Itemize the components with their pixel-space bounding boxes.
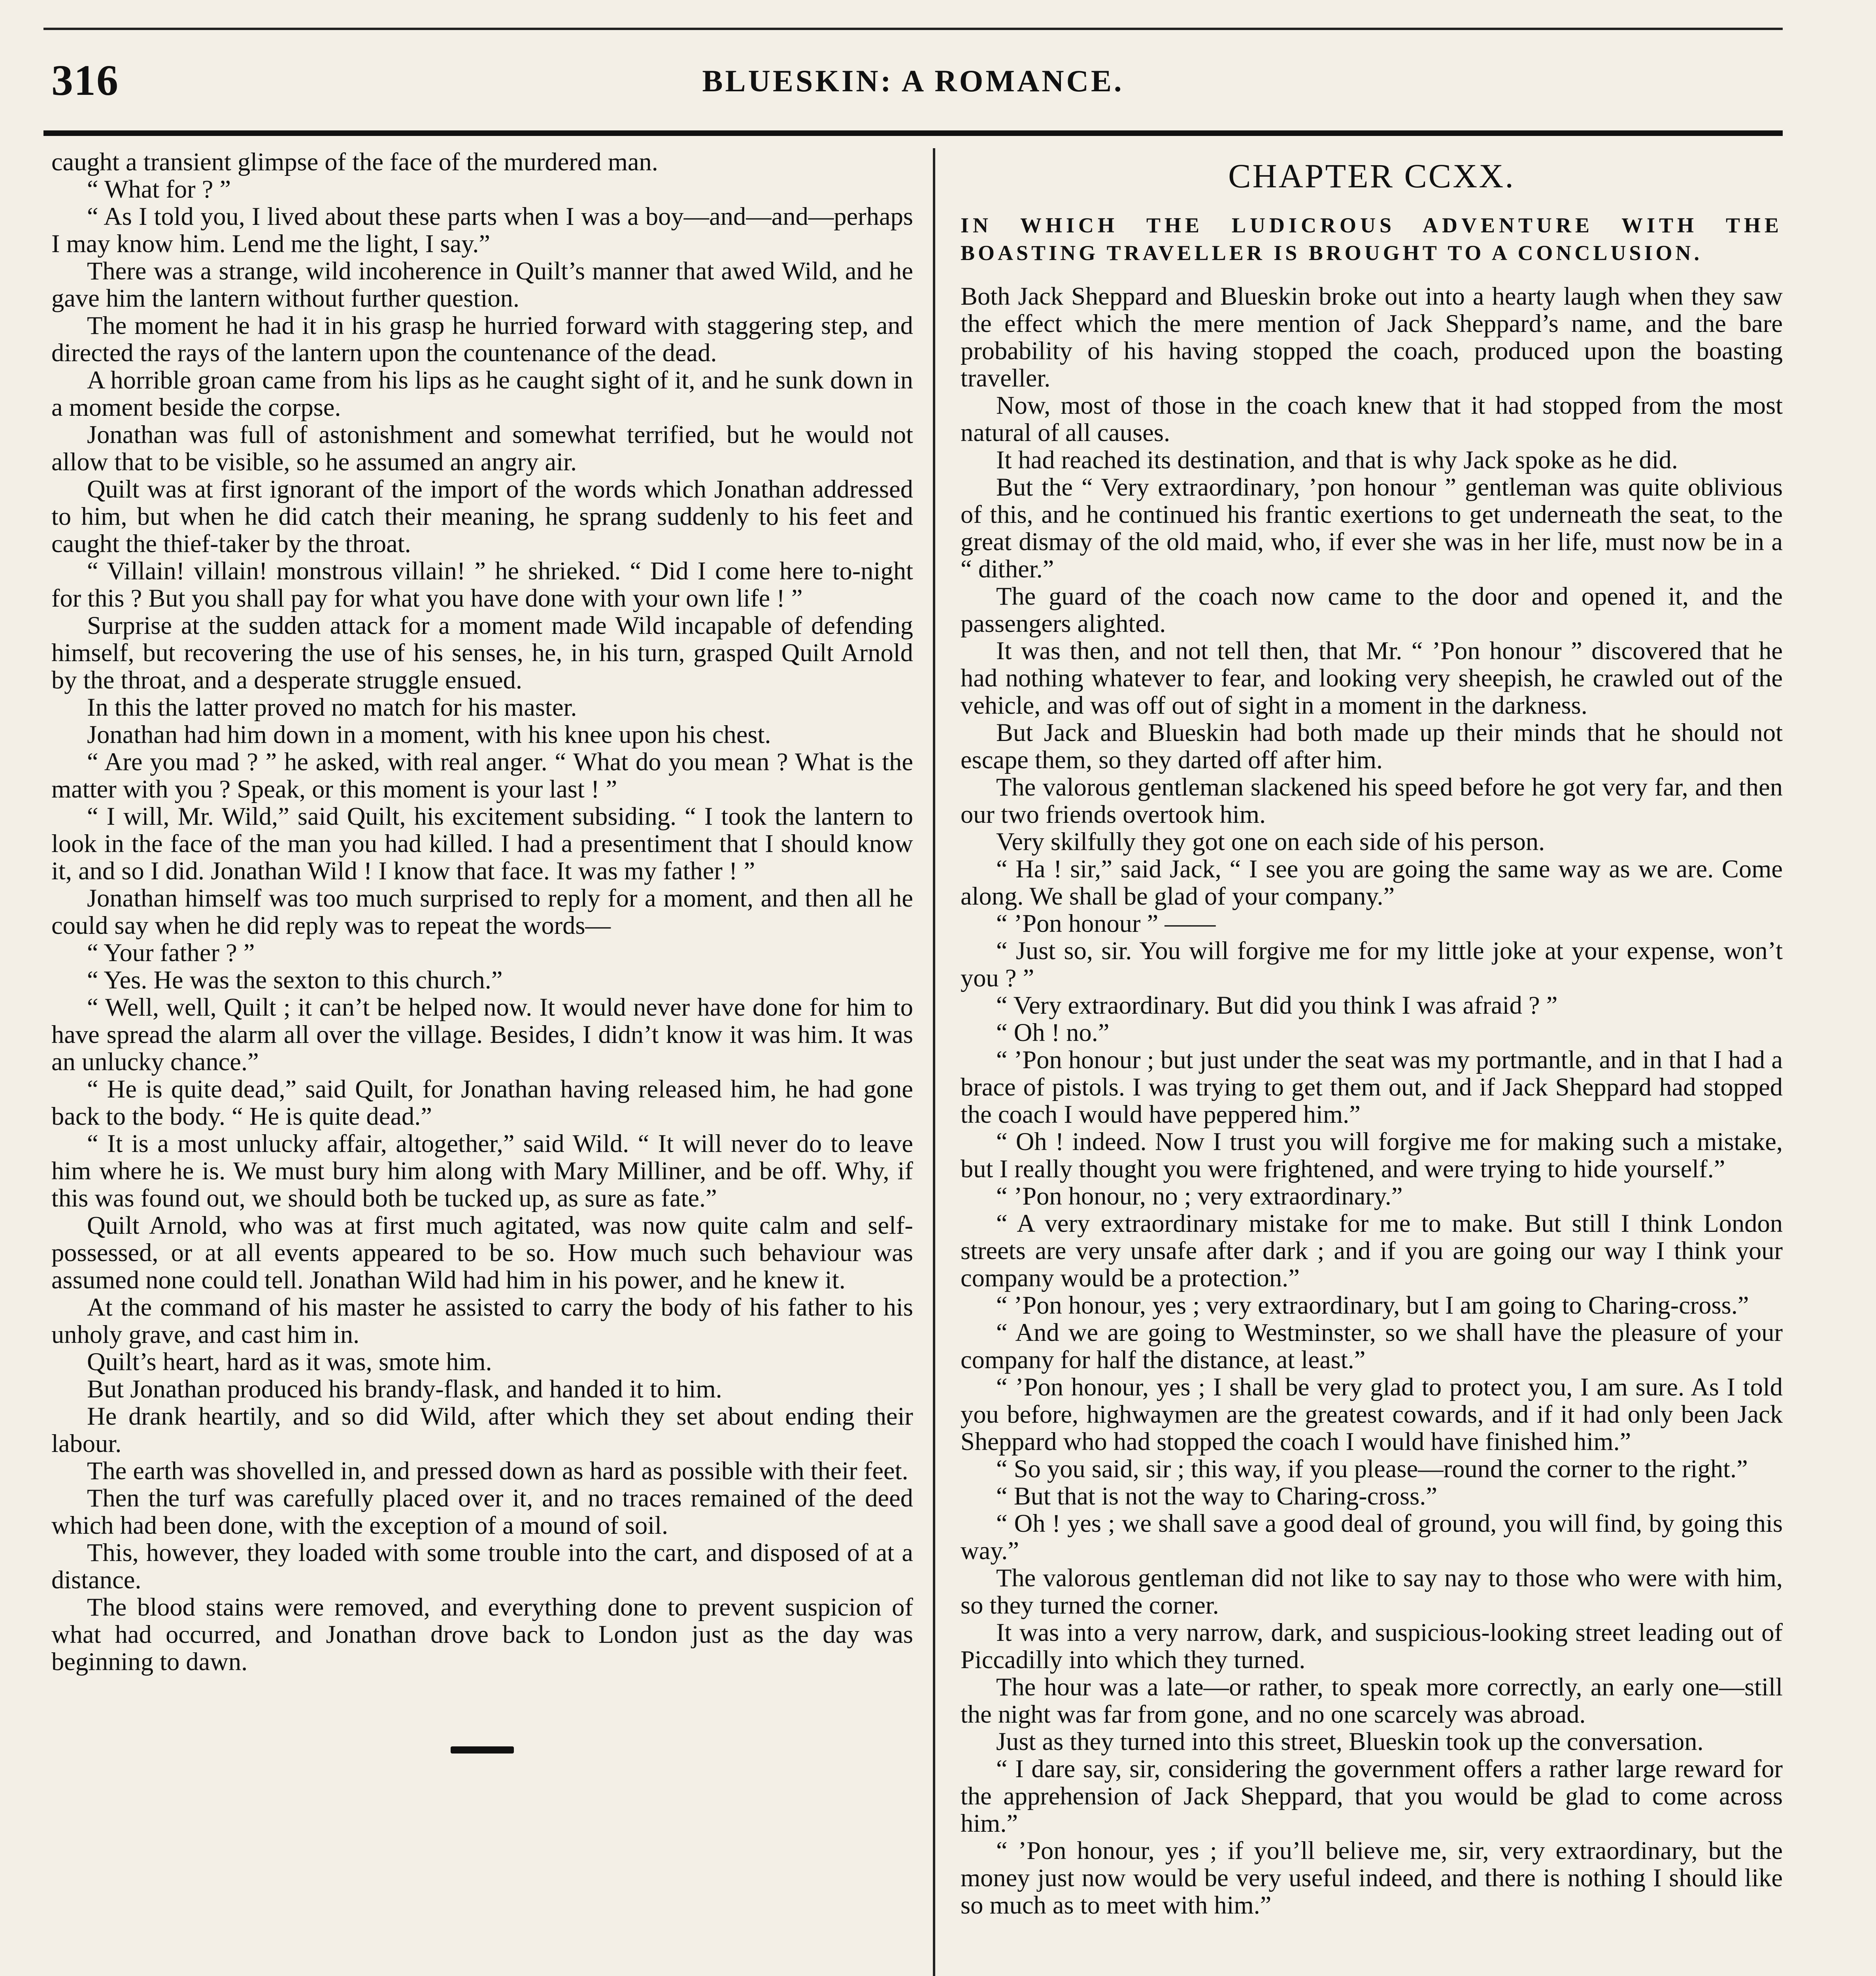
paragraph: Quilt was at first ignorant of the import of the words which Jonathan addressed to him, but when he did catch their meaning, he sprang suddenly to his feet and caught the thief-taker by the throat.: [51, 475, 913, 558]
paragraph: “ But that is not the way to Charing-cross.”: [996, 1482, 1437, 1510]
paragraph: Very skilfully they got one on each side of his person.: [996, 828, 1545, 856]
page: [43, 40, 1783, 1976]
paragraph: At the command of his master he assisted to carry the body of his father to his unholy grave, and cast him in.: [51, 1293, 913, 1348]
paragraph: There was a strange, wild incoherence in Quilt’s manner that awed Wild, and he gave him the lantern without further question.: [51, 257, 913, 312]
paragraph: It had reached its destination, and that is why Jack spoke as he did.: [996, 446, 1678, 474]
paragraph: A horrible groan came from his lips as he caught sight of it, and he sunk down in a moment beside the corpse.: [51, 366, 913, 421]
paragraph: The guard of the coach now came to the door and opened it, and the passengers alighted.: [961, 582, 1783, 637]
paragraph: But Jack and Blueskin had both made up their minds that he should not escape them, so they darted off after him.: [961, 718, 1783, 774]
paragraph: Quilt Arnold, who was at first much agitated, was now quite calm and self-possessed, or at all events appeared to be so. How much such behaviour was assumed none could tell. Jonathan Wild had him in his power, and he knew it.: [51, 1211, 913, 1294]
paragraph: “ And we are going to Westminster, so we shall have the pleasure of your company for half the distance, at least.”: [961, 1318, 1783, 1374]
paragraph: “ So you said, sir ; this way, if you please—round the corner to the right.”: [996, 1455, 1748, 1483]
paragraph: Jonathan was full of astonishment and somewhat terrified, but he would not allow that to be visible, so he assumed an angry air.: [51, 420, 913, 476]
paragraph: “ ’Pon honour, no ; very extraordinary.”: [996, 1182, 1403, 1210]
paragraph: “ Yes. He was the sexton to this church.”: [87, 966, 503, 994]
paragraph: Both Jack Sheppard and Blueskin broke out into a hearty laugh when they saw the effect which the mere mention of Jack Sheppard’s name, and the bare probability of his having stopped the coach, produced upon the boasting traveller.: [961, 282, 1783, 392]
paragraph: The earth was shovelled in, and pressed down as hard as possible with their feet.: [87, 1457, 908, 1485]
paragraph: He drank heartily, and so did Wild, after which they set about ending their labour.: [51, 1402, 913, 1457]
paragraph: “ A very extraordinary mistake for me to make. But still I think London streets are very unsafe after dark ; and if you are going our way I think your company would be a protection.”: [961, 1209, 1783, 1292]
paragraph: “ Villain! villain! monstrous villain! ” he shrieked. “ Did I come here to-night for this ? But you shall pay for what you have done with your own life ! ”: [51, 557, 913, 612]
paragraph: Quilt’s heart, hard as it was, smote him.: [87, 1348, 492, 1376]
paragraph: “ I dare say, sir, considering the government offers a rather large reward for the apprehension of Jack Sheppard, that you would be glad to come across him.”: [961, 1755, 1783, 1837]
paragraph: “ ’Pon honour, yes ; very extraordinary, but I am going to Charing-cross.”: [996, 1291, 1749, 1319]
paragraph: “ Oh ! no.”: [996, 1018, 1110, 1046]
end-of-chapter-rule: [451, 1746, 514, 1754]
paragraph: “ Just so, sir. You will forgive me for my little joke at your expense, won’t you ? ”: [961, 937, 1783, 992]
paragraph: The moment he had it in his grasp he hurried forward with staggering step, and directed the rays of the lantern upon the countenance of the dead.: [51, 311, 913, 367]
running-head: [43, 40, 1783, 136]
paragraph: The hour was a late—or rather, to speak more correctly, an early one—still the night was far from gone, and no one scarcely was abroad.: [961, 1673, 1783, 1728]
paragraph: “ ’Pon honour, yes ; if you’ll believe me, sir, very extraordinary, but the money just now would be very useful indeed, and there is nothing I should like so much as to meet with him.”: [961, 1836, 1783, 1919]
paragraph: Just as they turned into this street, Blueskin took up the conversation.: [996, 1727, 1704, 1755]
paragraph: But Jonathan produced his brandy-flask, and handed it to him.: [87, 1375, 722, 1403]
page-number: 316: [51, 56, 119, 104]
paragraph: “ Your father ? ”: [87, 939, 255, 967]
paragraph: In this the latter proved no match for his master.: [87, 693, 577, 721]
running-title: BLUESKIN: A ROMANCE.: [702, 64, 1124, 98]
paragraph: “ Well, well, Quilt ; it can’t be helped now. It would never have done for him to have spread the alarm all over the village. Besides, I didn’t know it was him. It was an unlucky chance.”: [51, 993, 913, 1076]
paragraph: “ As I told you, I lived about these parts when I was a boy—and—and—perhaps I may know him. Lend me the light, I say.”: [51, 202, 913, 258]
paragraph: The valorous gentleman slackened his speed before he got very far, and then our two friends overtook him.: [961, 773, 1783, 828]
paragraph: Jonathan had him down in a moment, with his knee upon his chest.: [87, 720, 771, 749]
paragraph: “ I will, Mr. Wild,” said Quilt, his excitement subsiding. “ I took the lantern to look in the face of the man you had killed. I had a presentiment that I should know it, and so I did. Jonathan Wild ! I know that face. It was my father ! ”: [51, 802, 913, 885]
column-rule: [933, 148, 935, 1976]
paragraph: “ Ha ! sir,” said Jack, “ I see you are going the same way as we are. Come along. We shall be glad of your company.”: [961, 855, 1783, 910]
paragraph: The blood stains were removed, and everything done to prevent suspicion of what had occurred, and Jonathan drove back to London just as the day was beginning to dawn.: [51, 1593, 913, 1676]
paragraph: “ What for ? ”: [87, 175, 231, 203]
paragraph: “ ’Pon honour ” ——: [996, 909, 1216, 937]
paragraph: This, however, they loaded with some trouble into the cart, and disposed of at a distance.: [51, 1539, 913, 1594]
paragraph: Then the turf was carefully placed over it, and no traces remained of the deed which had been done, with the exception of a mound of soil.: [51, 1484, 913, 1539]
paragraph: The valorous gentleman did not like to say nay to those who were with him, so they turned the corner.: [961, 1564, 1783, 1619]
left-column: [51, 148, 913, 1976]
paragraph: It was into a very narrow, dark, and suspicious-looking street leading out of Piccadilly into which they turned.: [961, 1618, 1783, 1674]
paragraph: “ ’Pon honour, yes ; I shall be very glad to protect you, I am sure. As I told you before, highwaymen are the greatest cowards, and if it had only been Jack Sheppard who had stopped the coach I would have finished him.”: [961, 1373, 1783, 1456]
right-column: [961, 148, 1783, 1976]
paragraph: “ It is a most unlucky affair, altogether,” said Wild. “ It will never do to leave him where he is. We must bury him along with Mary Milliner, and be off. Why, if this was found out, we should both be tucked up, as sure as fate.”: [51, 1129, 913, 1212]
paragraph: “ Are you mad ? ” he asked, with real anger. “ What do you mean ? What is the matter with you ? Speak, or this moment is your last ! ”: [51, 748, 913, 803]
paragraph: “ Very extraordinary. But did you think I was afraid ? ”: [996, 991, 1558, 1019]
paragraph: Jonathan himself was too much surprised to reply for a moment, and then all he could say when he did reply was to repeat the words—: [51, 884, 913, 939]
paragraph: “ Oh ! yes ; we shall save a good deal of ground, you will find, by going this way.”: [961, 1509, 1783, 1565]
chapter-summary: IN WHICH THE LUDICROUS ADVENTURE WITH THE BOASTING TRAVELLER IS BROUGHT TO A CONCLUSION.: [961, 213, 1783, 265]
paragraph: It was then, and not tell then, that Mr. “ ’Pon honour ” discovered that he had nothing whatever to fear, and looking very sheepish, he crawled out of the vehicle, and was off out of sight in a moment in the darkness.: [961, 637, 1783, 719]
paragraph: But the “ Very extraordinary, ’pon honour ” gentleman was quite oblivious of this, and he continued his frantic exertions to get underneath the seat, to the great dismay of the old maid, who, if ever she was in her life, must now be in a “ dither.”: [961, 473, 1783, 583]
paragraph: Now, most of those in the coach knew that it had stopped from the most natural of all causes.: [961, 391, 1783, 447]
paragraph: caught a transient glimpse of the face of the murdered man.: [51, 148, 658, 176]
top-rule: [43, 28, 1783, 30]
chapter-title: CHAPTER CCXX.: [1228, 157, 1515, 195]
paragraph: “ Oh ! indeed. Now I trust you will forgive me for making such a mistake, but I really thought you were frightened, and were trying to hide yourself.”: [961, 1128, 1783, 1183]
paragraph: Surprise at the sudden attack for a moment made Wild incapable of defending himself, but recovering the use of his senses, he, in his turn, grasped Quilt Arnold by the throat, and a desperate struggle ensued.: [51, 611, 913, 694]
paragraph: “ ’Pon honour ; but just under the seat was my portmantle, and in that I had a brace of pistols. I was trying to get them out, and if Jack Sheppard had stopped the coach I would have peppered him.”: [961, 1046, 1783, 1128]
paragraph: “ He is quite dead,” said Quilt, for Jonathan having released him, he had gone back to the body. “ He is quite dead.”: [51, 1075, 913, 1130]
